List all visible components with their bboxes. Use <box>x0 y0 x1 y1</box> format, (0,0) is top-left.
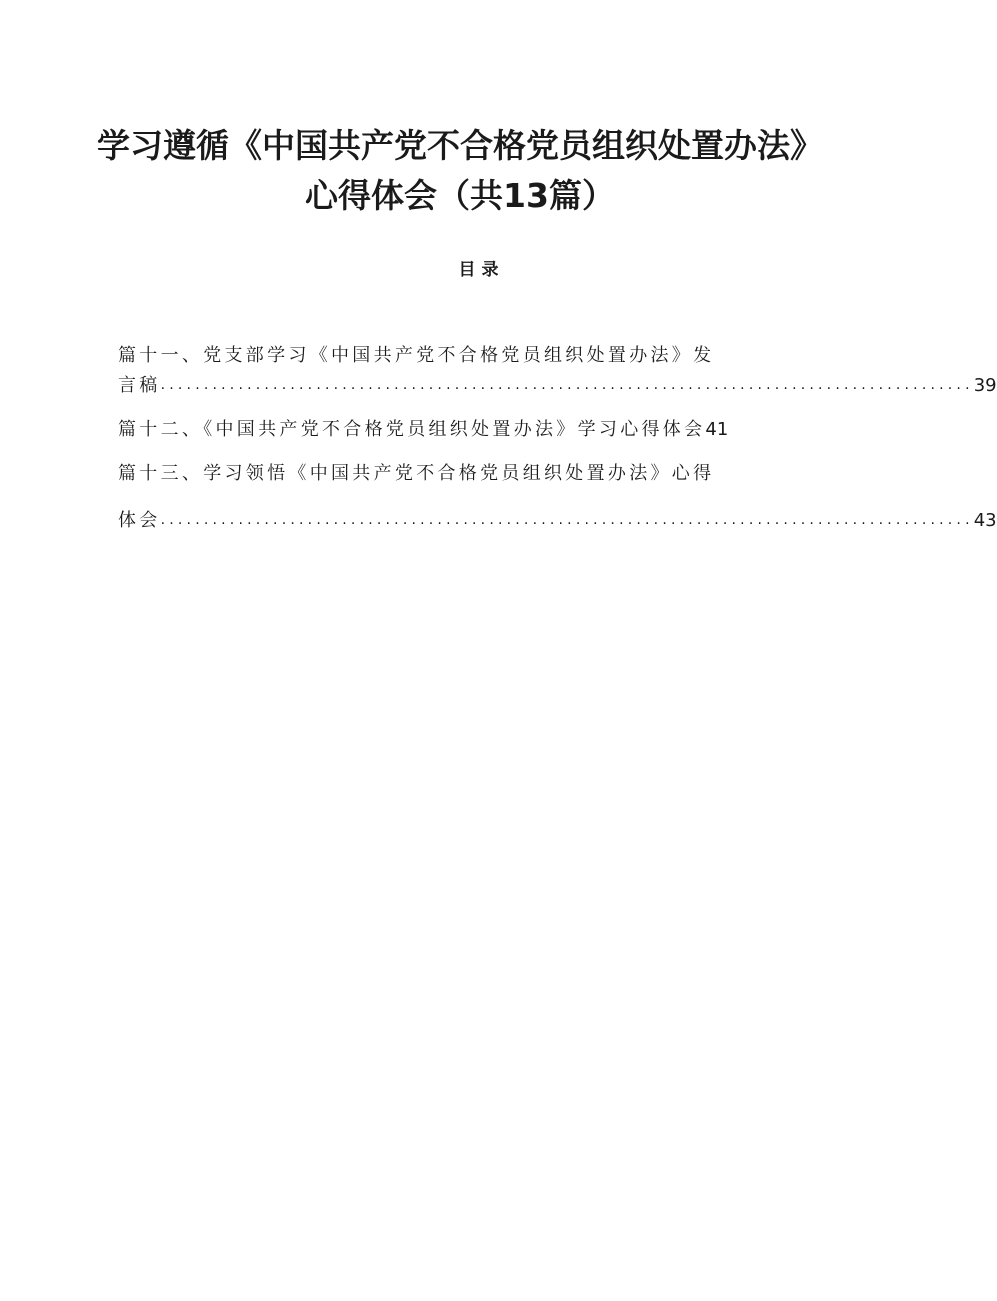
toc-entry-13-line-2[interactable] <box>118 508 997 533</box>
toc-entry-11-line-2[interactable] <box>118 373 997 398</box>
toc-entry-12[interactable] <box>118 418 728 442</box>
toc-entry-11-page-number: 39 <box>973 375 997 396</box>
toc-entry-13-line-1[interactable]: 篇十三、学习领悟《中国共产党不合格党员组织处置办法》心得 <box>118 463 715 484</box>
toc-entry-13-continuation: 体会 <box>118 510 161 531</box>
toc-entry-11-line-1[interactable]: 篇十一、党支部学习《中国共产党不合格党员组织处置办法》发 <box>118 345 715 366</box>
toc-leader-dots: .............................................................................................. <box>160 512 974 528</box>
toc-heading: 目录 <box>458 260 505 280</box>
document-title-line-2: 心得体会（共13篇） <box>305 176 615 215</box>
toc-entry-11-continuation: 言稿 <box>118 375 161 396</box>
toc-leader-dots: .............................................................................................. <box>160 377 974 393</box>
toc-entry-12-page-number: 41 <box>705 419 729 440</box>
toc-entry-13-page-number: 43 <box>973 510 997 531</box>
toc-entry-12-text: 篇十二、《中国共产党不合格党员组织处置办法》学习心得体会 <box>118 419 706 440</box>
document-title-line-1: 学习遵循《中国共产党不合格党员组织处置办法》 <box>97 126 823 165</box>
